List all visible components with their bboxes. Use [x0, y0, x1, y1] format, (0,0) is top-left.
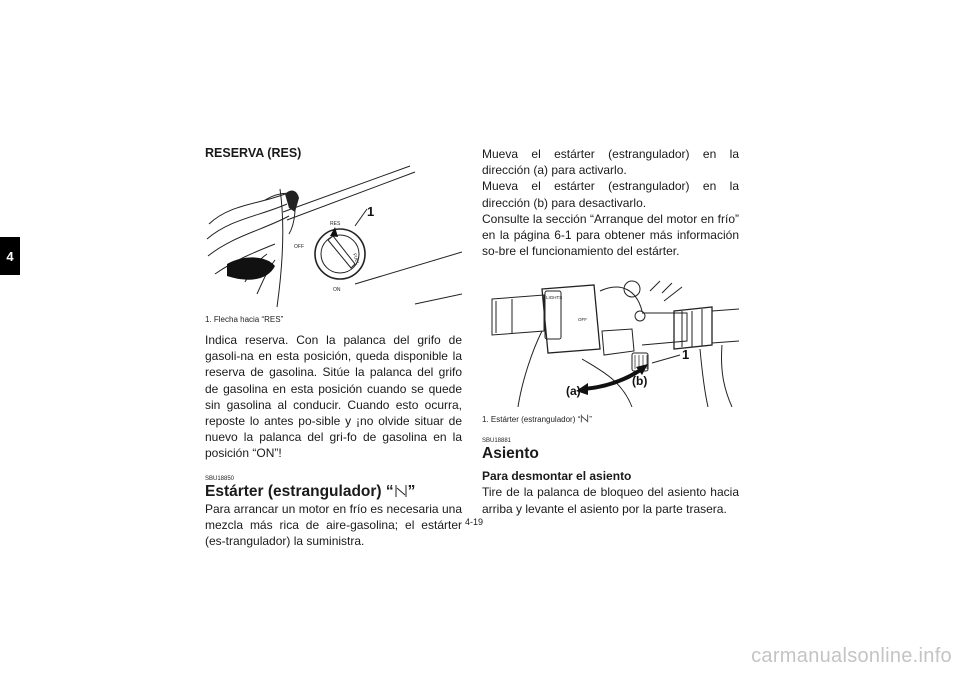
asiento-title: Asiento	[482, 445, 539, 463]
figure2-caption-suffix: ”	[589, 415, 592, 425]
lights-label: LIGHTS	[546, 295, 563, 301]
figure2-caption	[482, 414, 739, 424]
watermark: carmanualsonline.info	[751, 645, 952, 667]
section-code: SBU18850	[205, 475, 235, 482]
choke-caption-icon	[580, 414, 589, 423]
off-switch-label: OFF	[578, 317, 587, 323]
label-b: (b)	[632, 374, 648, 389]
handlebar-switch-illustration	[482, 271, 739, 407]
chapter-tab: 4	[0, 237, 20, 275]
asiento-code: SBU18881	[482, 438, 512, 445]
choke-figure	[482, 271, 739, 424]
deactivate-paragraph: Mueva el estárter (estrangulador) en la dirección (b) para desactivarlo.	[482, 179, 739, 210]
page-number: 4-19	[465, 517, 484, 527]
reference-paragraph: Consulte la sección “Arranque del motor en frío” en la página 6-1 para obtener más información so-bre el funcionamiento del estárter.	[482, 211, 739, 259]
figure2-callout: 1	[682, 347, 690, 363]
left-column	[205, 146, 462, 549]
desmontar-subheading: Para desmontar el asiento	[482, 469, 632, 484]
thumb-shadow	[227, 257, 275, 279]
res-label: RES	[330, 221, 341, 227]
activate-paragraph: Mueva el estárter (estrangulador) en la dirección (a) para activarlo.	[482, 147, 739, 178]
estarter-title	[205, 483, 462, 500]
fuel-label: FUEL	[352, 252, 361, 266]
fuel-tap-illustration	[205, 164, 462, 308]
on-label: ON	[333, 287, 341, 293]
estarter-title-text: Estárter (estrangulador) “	[205, 482, 394, 500]
figure2-caption-prefix: 1. Estárter (estrangulador) “	[482, 415, 581, 425]
figure1-callout: 1	[367, 204, 375, 219]
fuel-tap-figure	[205, 164, 462, 324]
reserva-paragraph: Indica reserva. Con la palanca del grifo de gasoli-na en esta posición, queda disponible la reserva de gasolina. Sitúe la palanca del grifo de gasolina en esta posición cuando se quede sin gasolina al conducir. Cuando esto ocurra, reposte lo antes po-sible y ¡no olvide situar de nuevo la palanca del gri-fo de gasolina en la posición “ON”!	[205, 333, 462, 461]
estarter-title-end: ”	[407, 482, 416, 500]
estarter-paragraph: Para arrancar un motor en frío es necesaria una mezcla más rica de aire-gasolina; el estárter (es-trangulador) la suministra.	[205, 501, 462, 549]
label-a: (a)	[566, 384, 581, 399]
figure1-caption: 1. Flecha hacia “RES”	[205, 315, 284, 324]
choke-symbol-icon	[394, 484, 408, 498]
right-column	[482, 146, 739, 517]
off-label: OFF	[294, 244, 304, 250]
asiento-paragraph: Tire de la palanca de bloqueo del asiento hacia arriba y levante el asiento por la parte trasera.	[482, 485, 739, 516]
reserva-heading: RESERVA (RES)	[205, 146, 302, 160]
